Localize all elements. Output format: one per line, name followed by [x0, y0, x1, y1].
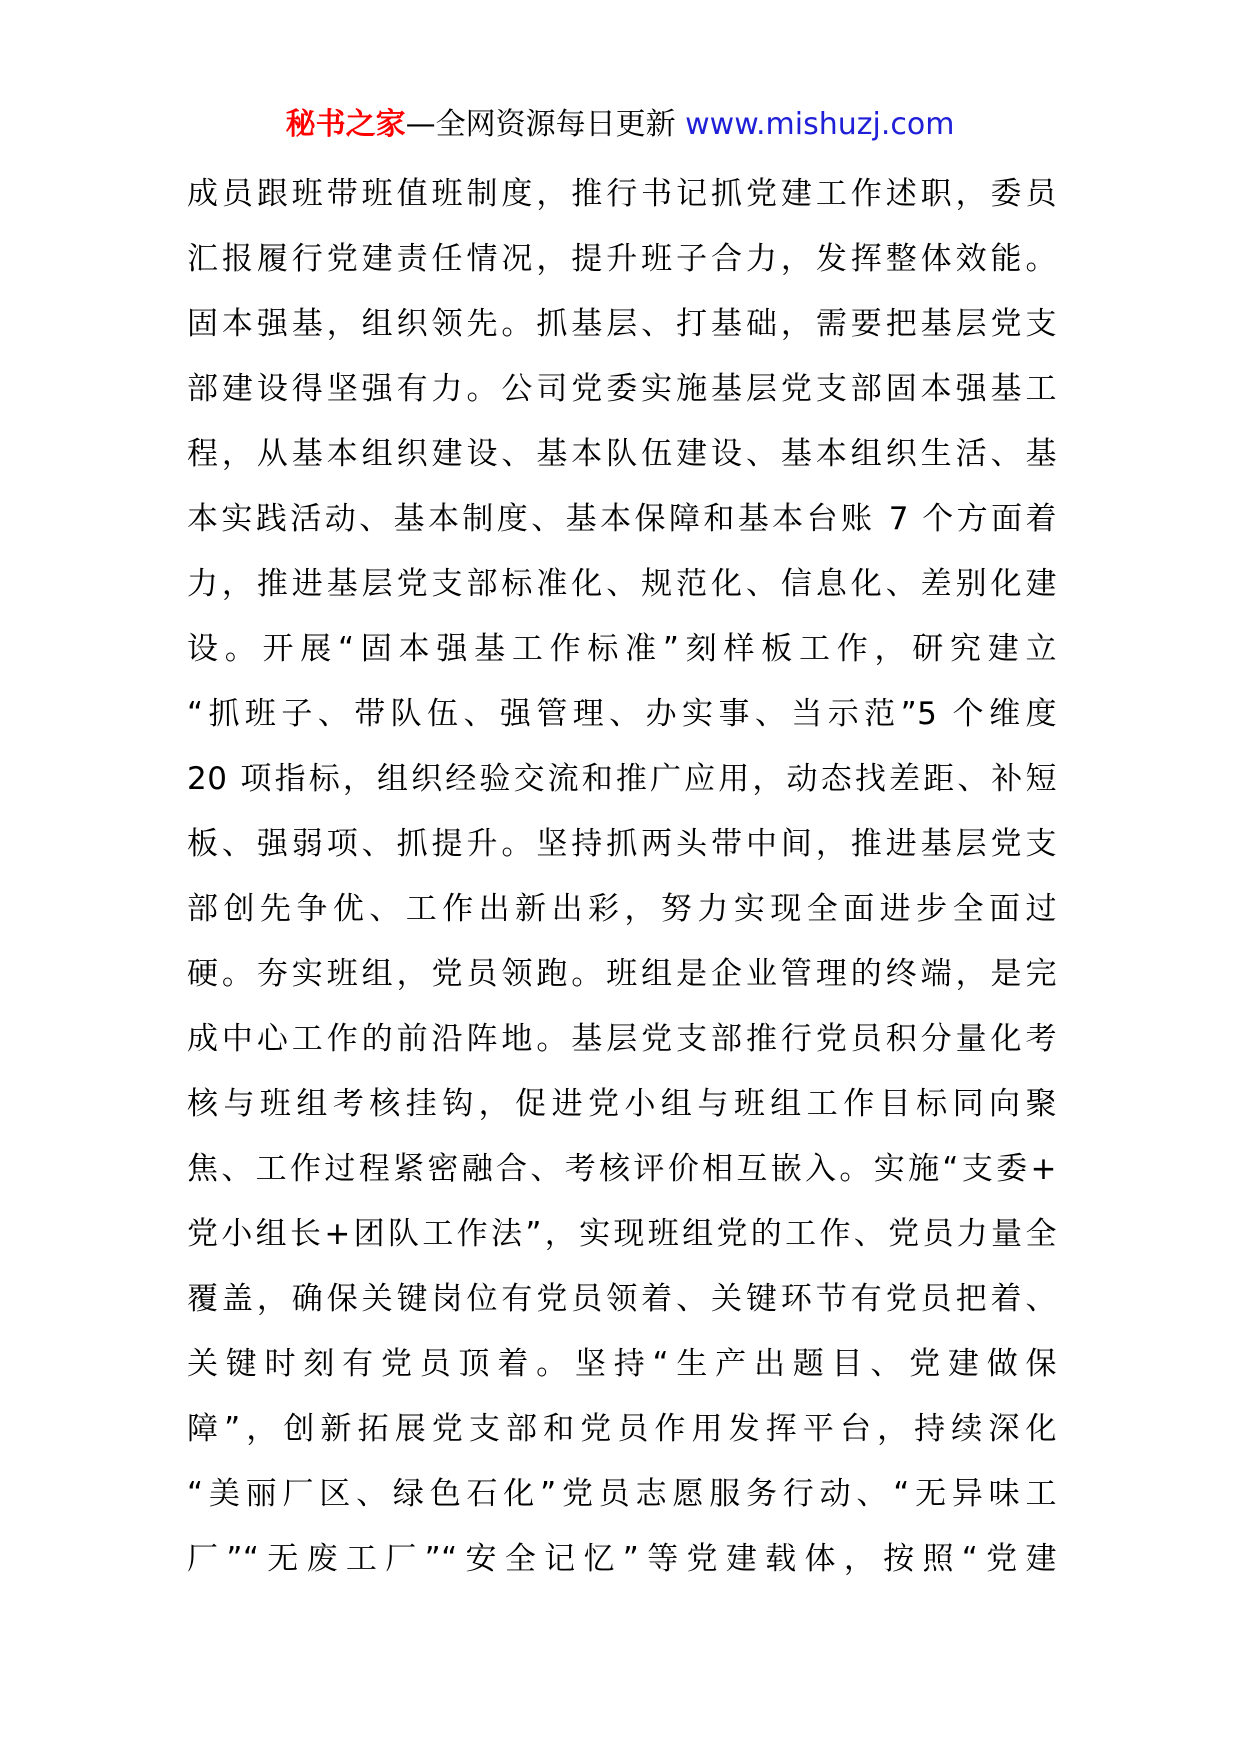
body-line: 固本强基，组织领先。抓基层、打基础，需要把基层党支 — [187, 306, 1057, 342]
header-tagline: —全网资源每日更新 — [405, 107, 686, 142]
body-line: 成中心工作的前沿阵地。基层党支部推行党员积分量化考 — [187, 1021, 1057, 1057]
body-line: 关键时刻有党员顶着。坚持“生产出题目、党建做保 — [187, 1346, 1057, 1382]
body-line: 党小组长+团队工作法”，实现班组党的工作、党员力量全 — [187, 1216, 1057, 1252]
brand-name: 秘书之家 — [285, 107, 406, 142]
page-header — [0, 103, 1240, 147]
body-line: 障”，创新拓展党支部和党员作用发挥平台，持续深化 — [187, 1411, 1057, 1447]
body-line: 板、强弱项、抓提升。坚持抓两头带中间，推进基层党支 — [187, 826, 1057, 862]
body-line: 力，推进基层党支部标准化、规范化、信息化、差别化建 — [187, 566, 1057, 602]
body-line: 覆盖，确保关键岗位有党员领着、关键环节有党员把着、 — [187, 1281, 1057, 1317]
website-link[interactable]: www.mishuzj.com — [685, 107, 955, 142]
body-line: 核与班组考核挂钩，促进党小组与班组工作目标同向聚 — [187, 1086, 1057, 1122]
body-line: 焦、工作过程紧密融合、考核评价相互嵌入。实施“支委+ — [187, 1151, 1057, 1187]
body-line: 部创先争优、工作出新出彩，努力实现全面进步全面过 — [187, 891, 1057, 927]
body-line: 设。开展“固本强基工作标准”刻样板工作，研究建立 — [187, 631, 1057, 667]
body-line: 厂”“无废工厂”“安全记忆”等党建载体，按照“党建 — [187, 1541, 1057, 1577]
body-line: 硬。夯实班组，党员领跑。班组是企业管理的终端，是完 — [187, 956, 1057, 992]
body-line: 程，从基本组织建设、基本队伍建设、基本组织生活、基 — [187, 436, 1057, 472]
body-line: 本实践活动、基本制度、基本保障和基本台账 7 个方面着 — [187, 501, 1057, 537]
body-line: 汇报履行党建责任情况，提升班子合力，发挥整体效能。 — [187, 241, 1057, 277]
body-line: “抓班子、带队伍、强管理、办实事、当示范”5 个维度 — [187, 696, 1057, 732]
body-text — [187, 162, 1057, 1592]
body-line: 20 项指标，组织经验交流和推广应用，动态找差距、补短 — [187, 761, 1057, 797]
body-line: “美丽厂区、绿色石化”党员志愿服务行动、“无异味工 — [187, 1476, 1057, 1512]
body-line: 成员跟班带班值班制度，推行书记抓党建工作述职，委员 — [187, 176, 1057, 212]
body-line: 部建设得坚强有力。公司党委实施基层党支部固本强基工 — [187, 371, 1057, 407]
